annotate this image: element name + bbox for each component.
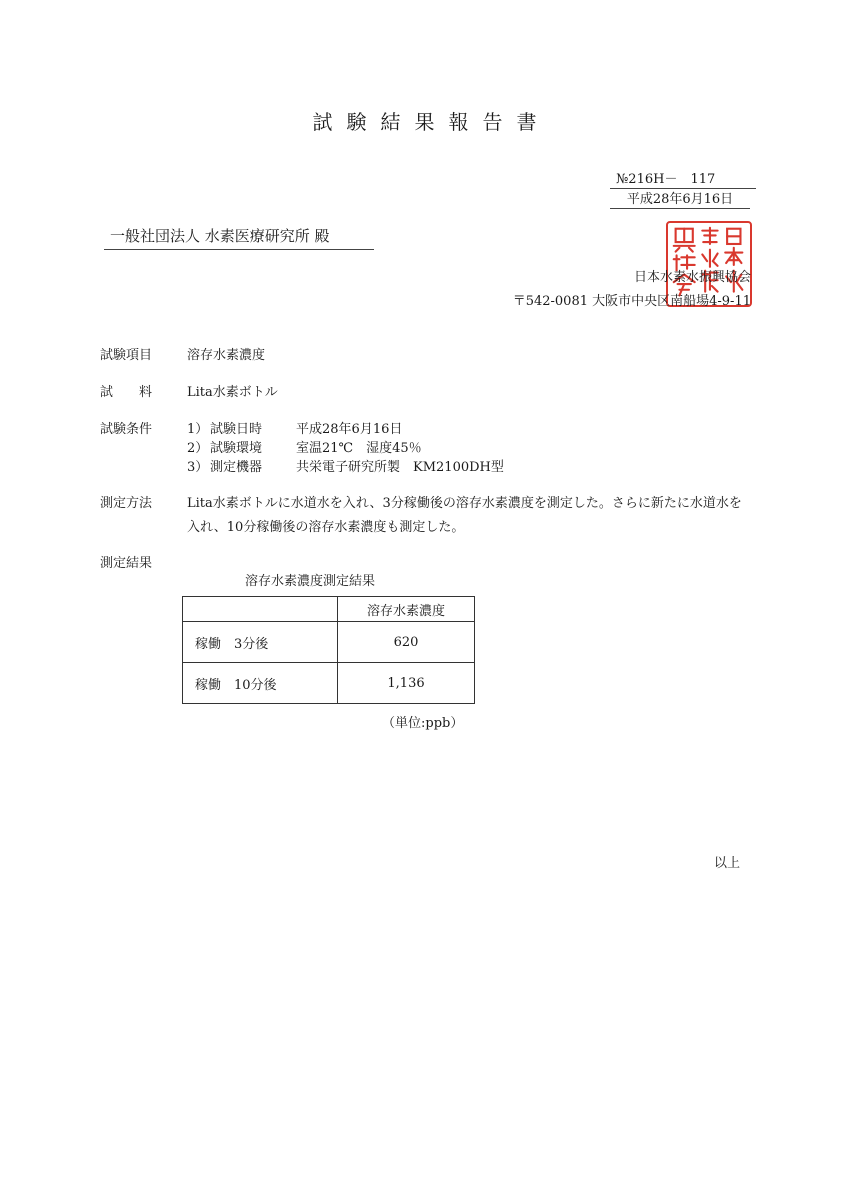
condition-3-value: 共栄電子研究所製 KM2100DH型 [296,460,504,475]
unit-note: （単位:ppb） [382,716,464,731]
table-row [183,622,475,663]
condition-2-name: 試験環境 [210,441,263,456]
table-row [183,663,475,704]
row-value: 1,136 [338,663,475,704]
document-title: 試験結果報告書 [312,110,551,134]
issuer-address: 〒542-0081 大阪市中央区南船場4-9-11 [512,294,751,309]
issuer-organization: 日本水素水振興協会 [633,270,751,285]
row-label: 稼働 3分後 [183,622,338,663]
document-number: №216H－ 117 [610,168,756,189]
recipient: 一般社団法人 水素医療研究所 殿 [104,225,374,250]
header-cell-concentration: 溶存水素濃度 [338,597,475,622]
document-date: 平成28年6月16日 [610,188,750,209]
test-item-value: 溶存水素濃度 [187,348,266,363]
header-cell-empty [183,597,338,622]
test-item-label: 試験項目 [100,348,153,363]
condition-1-number: 1） [187,422,209,437]
sample-label: 試 料 [100,385,153,400]
method-label: 測定方法 [100,496,153,511]
condition-1-name: 試験日時 [210,422,263,437]
condition-3-number: 3） [187,460,209,475]
condition-1-value: 平成28年6月16日 [296,422,403,437]
closing-mark: 以上 [714,856,741,871]
table-caption: 溶存水素濃度測定結果 [245,574,376,589]
sample-value: Lita水素ボトル [187,385,278,400]
results-table [182,596,475,704]
row-value: 620 [338,622,475,663]
conditions-label: 試験条件 [100,422,153,437]
method-text: Lita水素ボトルに水道水を入れ、3分稼働後の溶存水素濃度を測定した。さらに新たに水道水を入れ、10分稼働後の溶存水素濃度も測定した。 [187,496,742,535]
condition-3-name: 測定機器 [210,460,263,475]
result-label: 測定結果 [100,556,153,571]
condition-2-number: 2） [187,441,209,456]
condition-2-value: 室温21℃ 湿度45％ [296,441,422,456]
row-label: 稼働 10分後 [183,663,338,704]
table-header-row [183,597,475,622]
